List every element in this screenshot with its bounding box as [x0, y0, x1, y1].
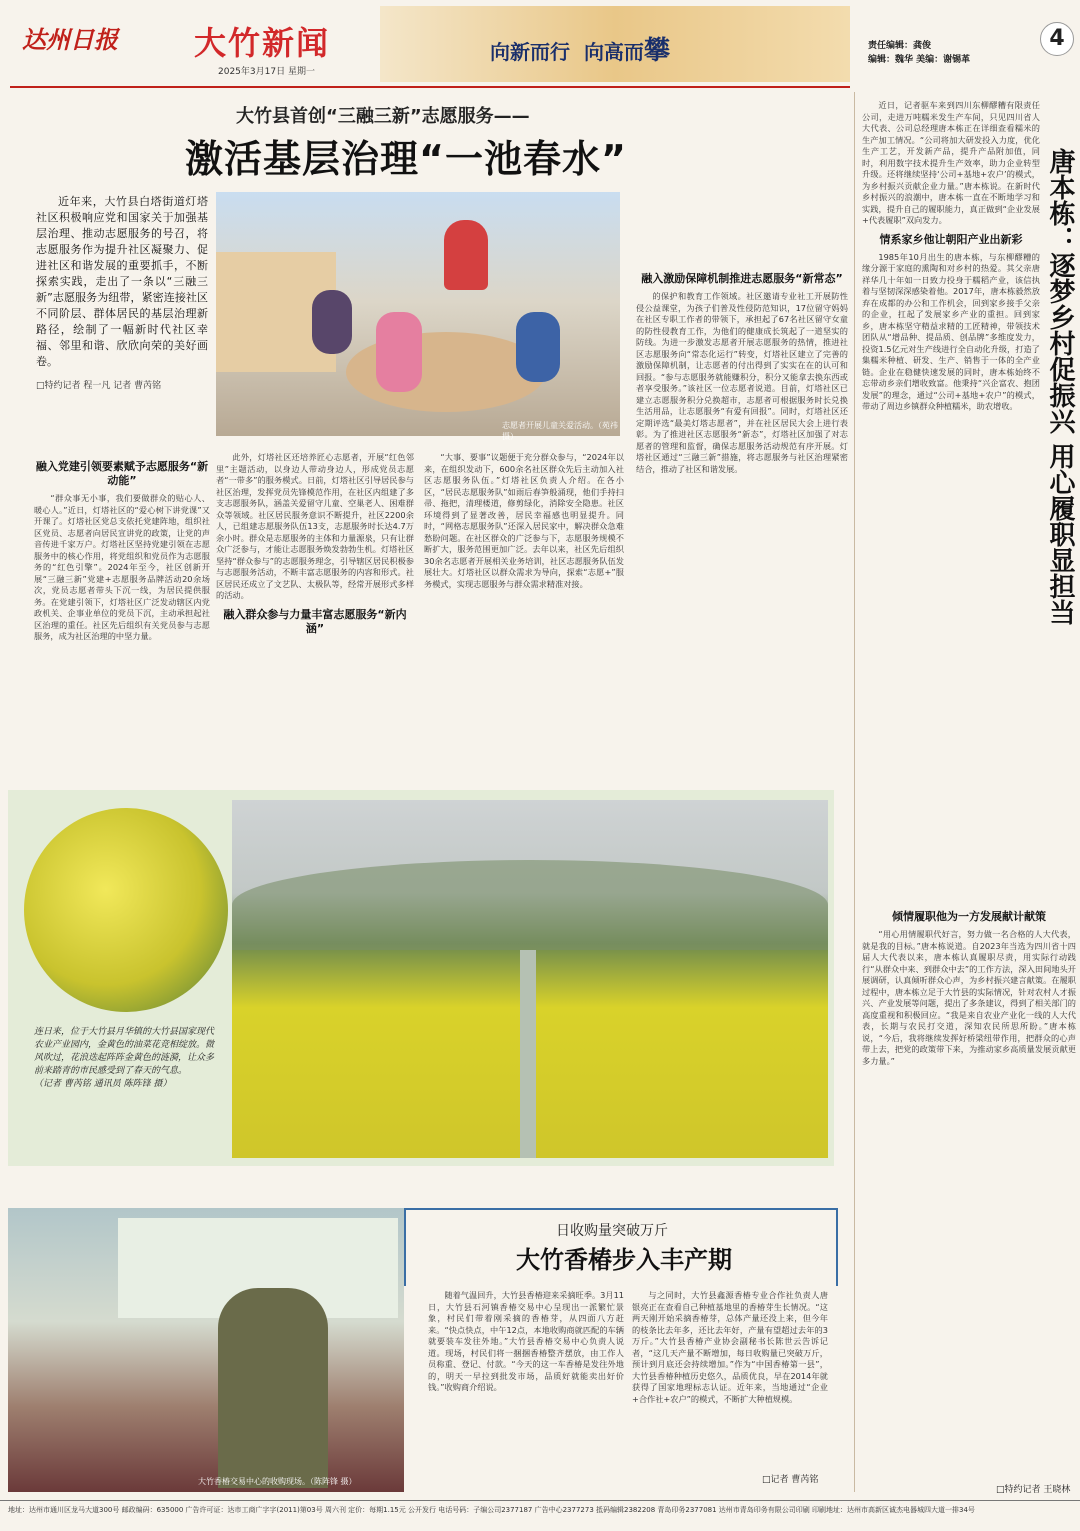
- masthead-rule: [10, 86, 850, 88]
- side-text-3-body: “用心用情履职代好言，努力做一名合格的人大代表，就是我的目标。”唐本栋说道。自2023年当选为四川省十四届人大代表以来，唐本栋认真履职尽责，用实际行动践行“从群众中来、到群众中去”的工作方法，深入田间地头开展调研，认真倾听群众心声，为乡村振兴建言献策。在履职过程中，唐本栋立足于大竹县的实际情况，针对农村人才振兴、产业发展等问题，提出了多条建议，得到了相关部门的高度重视和积极回应。“我是来自农业产业化一线的人大代表，长期与农民打交道，深知农民所思所盼。”唐本栋说，“今后，我将继续发挥好桥梁纽带作用，把群众的心声带上去，把党的政策带下来，为推动家乡高质量发展贡献更多力量。”: [862, 929, 1076, 1066]
- lead-intro: 近年来，大竹县白塔街道灯塔社区积极响应党和国家关于加强基层治理、推动志愿服务的号召，将志愿服务作为提升社区凝聚力、促进社区和谐发展的重要抓手，不断探索实践，走出了一条以“三融三新”志愿服务为纽带，紧密连接社区不同阶层、群体居民的基层治理新路径，绘制了一幅新时代社区幸福、邻里和谐、欣欣向荣的美好画卷。: [36, 195, 208, 368]
- lead-photo-children: [216, 192, 620, 441]
- side-subhead-1: 情系家乡他让朝阳产业出新彩: [879, 232, 1023, 246]
- footer-rule: [0, 1500, 1080, 1501]
- toon-header-box: [404, 1208, 838, 1286]
- logo: 达州日报: [22, 25, 118, 54]
- side-text-1: [862, 100, 1040, 415]
- lead-column-3-text: “大事、要事”议题便于充分群众参与，“2024年以来，在组织发动下，600余名社区群众先后主动加入社区志愿服务队伍。”灯塔社区负责人介绍。在各小区，“居民志愿服务队”如雨后春笋般涌现，他们手持扫帚、拖把，清理楼道，修剪绿化，消除安全隐患。社区环境得到了显著改善，居民幸福感也明显提升。同时，“网格志愿服务队”还深入居民家中，解决群众急难愁盼问题。在社区群众的广泛参与下，志愿服务规模不断扩大，服务范围更加广泛。去年以来，社区先后组织30余名志愿者开展相关业务培训，社区志愿服务队伍发展壮大。灯塔社区以群众需求为导向，探索“志愿+”服务模式，实现志愿服务与群众需求精准对接。: [424, 452, 624, 589]
- side-column-rule: [854, 92, 855, 1492]
- toon-column-1-text: 随着气温回升，大竹县香椿迎来采摘旺季。3月11日，大竹县石河镇香椿交易中心呈现出一派繁忙景象，村民们带着刚采摘的香椿芽，从四面八方赶来。“快点快点，中午12点，本地收购商就匹配的车辆就要装车发往外地。”大竹县香椿交易中心负责人说道。现场，村民们将一捆捆香椿整齐摆放，由工作人员称重、登记、付款。“今天的这一车香椿是发往外地的，明天一早拉到批发市场，品质好就能卖出好价钱。”收购商介绍说。: [428, 1290, 624, 1392]
- masthead: [0, 0, 1080, 88]
- toon-kicker: 日收购量突破万斤: [556, 1223, 668, 1239]
- toon-column-2: [632, 1290, 828, 1407]
- side-text-1-body: 近日，记者驱车来到四川东柳醪糟有限责任公司，走进万吨糯米发生产车间，只见四川省人大代表、公司总经理唐本栋正在详细查看糯米的生产加工情况。“公司将加大研发投入力度，优化生产工艺，开发新产品，提升产品附加值，同时，利用数字技术提升生产效率，助力企业转型升级。还将继续坚持‘公司+基地+农户’的模式，为乡村振兴贡献企业力量。”唐本栋说。在新时代乡村振兴的浪潮中，唐本栋一直在不断地学习和实践，提升自己的履职能力，真正做到“企业发展+代表履职”双向发力。: [862, 100, 1040, 225]
- side-text-2-body: 1985年10月出生的唐本栋，与东柳醪糟的缘分源于家庭的熏陶和对乡村的热爱。其父亲唐祥华几十年如一日致力投身于糯稻产业，该信执着与坚韧深深感染着他。2017年，唐本栋毅然放弃在成都的办公和工作机会，回到家乡接手父亲的企业，扛起了发展家乡产业的重担。回到家乡，唐本栋坚守精益求精的工匠精神，带领技术团队从“增品种、提品质、创品牌”多维度发力，投资1.5亿元对生产线进行全自动化升级，打造了集糯米种植、研发、生产、销售于一体的全产业链。企业在稳健快速发展的同时，唐本栋始终不忘带动乡亲们增收致富。他秉持“兴企富农、抱团发展”的理念，通过“公司+基地+农户”的模式，带动了周边乡镇群众种植糯米，助农增收。: [862, 251, 1040, 411]
- photo-story-caption: [34, 1026, 220, 1091]
- side-byline: □特约记者 王晓林: [996, 1485, 1071, 1495]
- rapeseed-field-photo: [232, 800, 828, 1158]
- lead-column-2: [216, 452, 414, 641]
- lead-column-1: [34, 454, 210, 645]
- toon-byline: □记者 曹芮铭: [762, 1475, 819, 1485]
- toon-column-1: [428, 1290, 624, 1396]
- lead-subhead-1: 融入党建引领要素赋予志愿服务“新动能”: [35, 460, 209, 487]
- photo-hills: [232, 860, 828, 950]
- photo-story-caption-text: 连日来，位于大竹县月华镇的大竹县国家现代农业产业园内，金黄色的油菜花竞相绽放。微风吹过，花浪迭起阵阵金黄色的涟漪，让众多前来踏青的市民感受到了春天的气息。: [34, 1027, 215, 1076]
- slogan-text: [490, 30, 670, 67]
- issue-date: 2025年3月17日 星期一: [218, 67, 315, 77]
- side-headline: 唐本栋：逐梦乡村促振兴 用心履职显担当: [1045, 148, 1075, 626]
- side-subhead-2: 倾情履职他为一方发展献计献策: [892, 910, 1046, 923]
- toon-column-2-text: 与之同时，大竹县鑫源香椿专业合作社负责人唐银亮正在查看自己种植基地里的香椿芽生长情况。“这两天刚开始采摘香椿芽，总体产量还没上来，但今年的枝条比去年多，还比去年好，产量有望超过去年的3万斤。”大竹县香椿产业协会副秘书长陈世云告诉记者，“这几天产量不断增加，每日收购量已突破万斤，预计到月底还会持续增加。”作为“中国香椿第一县”，大竹县香椿种植历史悠久，品质优良，早在2014年就获得了国家地理标志认证。近年来，当地通过“企业+合作社+农户”的模式，不断扩大种植规模。: [632, 1290, 828, 1404]
- slogan-part-3: 攀: [643, 36, 670, 66]
- lead-column-4-text: 的保护和教育工作领域。社区邀请专业社工开展防性侵公益课堂，为孩子们普及性侵防范知识，17位留守妈妈在社区专职工作者的带领下，承担起了67名社区留守女童的防性侵教育工作，为他们的健康成长筑起了一道坚实的防线。为进一步激发志愿者开展志愿服务的热情，推进社区志愿服务向“常态化运行”转变，灯塔社区建立了完善的激励保障机制，让志愿者的付出得到了实实在在的认可和回报。“参与志愿服务就能赚积分，积分又能拿去换东西或者享受服务。”该社区一位志愿者说道。目前，灯塔社区已建立志愿服务积分兑换超市，志愿者可根据服务时长兑换生活用品，让志愿服务“有爱有回报”。同时，灯塔社区还定期评选“最美灯塔志愿者”，并在社区居民大会上进行表彰。为了推进社区志愿服务“新态”，灯塔社区加强了对志愿者的管理和监督，确保志愿服务活动规范有序开展。灯塔社区通过“三融三新”措施，将志愿服务与社区治理紧密结合，推动了社区和谐发展。: [636, 291, 848, 474]
- slogan-banner: [380, 6, 850, 82]
- rapeseed-closeup-photo: [24, 808, 228, 1012]
- lead-headline: 激活基层治理“一池春水”: [185, 137, 627, 181]
- photo-figure-child-1: [376, 312, 422, 392]
- lead-photo-caption: 志愿者开展儿童关爱活动。（苑祎 摄）: [502, 421, 618, 441]
- slogan-part-1: 向新而行: [490, 40, 570, 64]
- photo-figure-teacher: [444, 220, 488, 290]
- photo-figure-child-2: [516, 312, 560, 382]
- lead-column-1-text: “群众事无小事，我们要做群众的贴心人、暖心人。”近日，灯塔社区的“爱心树下讲党课”又开课了。灯塔社区党总支依托党建阵地，组织社区党员、志愿者向居民宣讲党的政策，让党的声音传进千家万户。灯塔社区坚持党建引领在志愿服务中的核心作用，将党组织和党员作为志愿服务的“红色引擎”。2024年至今，社区创新开展“三融三新”党建+志愿服务品牌活动20余场次，党员志愿者带头下沉一线，为居民提供服务。在党建引领下，灯塔社区广泛发动辖区内党政机关、企事业单位的党员下沉，主动承担起社区治理的重任。社区先后组织有关党员参与志愿服务，成为社区治理的中坚力量。: [34, 493, 210, 641]
- section-title: 大竹新闻: [194, 24, 331, 62]
- lead-kicker: 大竹县首创“三融三新”志愿服务——: [236, 106, 530, 127]
- toon-market-photo: [8, 1208, 404, 1492]
- photo-story-credit: （记者 曹芮铭 通讯员 陈阵锋 摄）: [34, 1079, 172, 1089]
- editor-line-1: 责任编辑：龚俊: [868, 41, 932, 51]
- editor-line-2: 编辑：魏华 美编：谢锡革: [868, 55, 971, 65]
- toon-photo-caption: 大竹香椿交易中心的收购现场。（陈阵锋 摄）: [198, 1477, 357, 1486]
- footer-text: 地址：达州市通川区龙马大道300号 邮政编码：635000 广告许可证：达市工商广字字(2011)第03号 周六刊 定价：每期1.15元 公开发行 电话号码：子编公司2377187 广告中心2377273 抵码编辑2382208 青岛印务2377081 达州市青岛印务有限公司印刷 印刷地址：达州市高新区诚杰电器城四大道一排34号: [8, 1506, 975, 1514]
- toon-headline: 大竹香椿步入丰产期: [516, 1246, 732, 1274]
- photo-figure-child-3: [312, 290, 352, 354]
- side-text-3: [862, 904, 1076, 1069]
- lead-byline: □特约记者 程一凡 记者 曹芮铭: [36, 381, 162, 391]
- photo-man: [218, 1288, 328, 1488]
- lead-subhead-3: 融入激励保障机制推进志愿服务“新常态”: [641, 272, 843, 285]
- lead-column-3: [424, 452, 624, 592]
- photo-path: [520, 950, 536, 1158]
- page-number: 4: [1040, 22, 1074, 56]
- slogan-part-2: 向高而: [583, 40, 644, 64]
- lead-column-4: [636, 192, 848, 477]
- lead-subhead-2: 融入群众参与力量丰富志愿服务“新内涵”: [223, 607, 407, 635]
- lead-column-2-text: 此外，灯塔社区还培养匠心志愿者，开展“红色邻里”主题活动，以身边人带动身边人，形成党员志愿者“一带多”的服务模式。日前，灯塔社区引导居民参与社区治理，发挥党员先锋模范作用，在社区内组建了多支志愿服务队，涵盖关爱留守儿童、空巢老人、困难群众等领域。社区居民服务意识不断提升，社区2200余人，已组建志愿服务队伍13支，志愿服务时长达4.7万余小时。群众是志愿服务的主体和力量源泉，只有让群众广泛参与，才能让志愿服务焕发勃勃生机。灯塔社区坚持“群众参与”的志愿服务理念，引导辖区居民积极参与志愿服务活动，不断丰富志愿服务的内容和形式。社区居民还成立了文艺队、太极队等，经常开展形式多样的活动。: [216, 452, 414, 600]
